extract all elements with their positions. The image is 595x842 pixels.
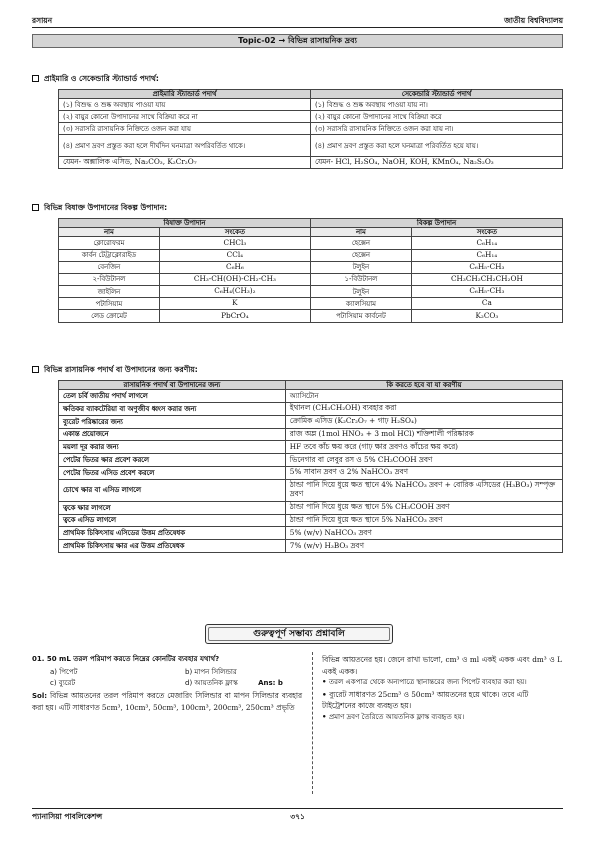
table-header-row <box>59 90 563 99</box>
question-number: 01. <box>32 655 45 663</box>
note-bullet: • ব্যুরেট সাধারণত 25cm³ ও 50cm³ আয়তনের হয়ে থাকে। তবে এটি টাইট্রেশনের কাজে ব্যবহৃত হয়। <box>322 689 562 712</box>
table-row <box>59 514 563 527</box>
table-cell: টলুইন <box>310 286 411 298</box>
table-row <box>59 466 563 479</box>
table-cell: C₆H₁₄ <box>411 237 562 249</box>
table-cell: প্রাথমিক চিকিৎসায় ক্ষার এর উত্তম প্রতিষেধক <box>59 540 286 553</box>
option-d-text: d) আয়তনিক ফ্লাস্ক <box>185 679 238 688</box>
column-header: নাম <box>59 228 160 237</box>
banner-title: গুরুত্বপূর্ণ সম্ভাব্য প্রশ্নাবলি <box>253 629 345 639</box>
table-cell: C₆H₅-CH₃ <box>411 261 562 273</box>
table-row <box>59 415 563 428</box>
option-d <box>167 678 302 689</box>
question-stem <box>32 654 302 665</box>
table-row <box>59 479 563 501</box>
option-b: b) মাপন সিলিন্ডার <box>185 668 237 677</box>
table-cell: C₆H₁₄ <box>411 249 562 261</box>
table-cell: পটাসিয়াম কার্বনেট <box>310 310 411 322</box>
table-cell: CH₃CH₂CH₂CH₂OH <box>411 273 562 285</box>
table-cell: (২) বায়ুর কোনো উপাদানের সাথে বিক্রিয়া করে না <box>59 111 311 123</box>
section-heading-standards <box>32 74 159 83</box>
table-row <box>59 428 563 441</box>
table-row <box>59 157 563 169</box>
column-header: সেকেন্ডারি স্ট্যান্ডার্ড পদার্থ <box>311 90 563 99</box>
table-cell: ২-বিউটানল <box>59 273 160 285</box>
table-cell: (৩) সরাসরি রাসায়নিক নিক্তিতে ওজন করা যায় না। <box>311 123 563 135</box>
note-bullet: • প্রমাণ দ্রবণ তৈরিতে আয়তনিক ফ্লাস্ক ব্যবহৃত হয়। <box>322 712 562 723</box>
answer-key: Ans: b <box>258 679 283 688</box>
table-cell: ইথানল (CH₃CH₂OH) ব্যবহার করা <box>285 402 562 415</box>
checkbox-icon <box>32 75 39 82</box>
table-row <box>59 540 563 553</box>
option-a: a) পিপেট <box>50 668 78 677</box>
table-cell: পেটের ভিতর ক্ষার প্রবেশ করলে <box>59 454 286 467</box>
option-c: c) ব্যুরেট <box>50 679 76 688</box>
table-cell: K₂CO₃ <box>411 310 562 322</box>
subject-name: রসায়ন <box>32 16 53 25</box>
table-cell: কার্বন টেট্রাক্লোরাইড <box>59 249 160 261</box>
table-cell: 5% (w/v) NaHCO₃ দ্রবণ <box>285 527 562 540</box>
table-cell: CCl₄ <box>159 249 310 261</box>
options-grid <box>32 667 302 689</box>
column-divider <box>312 652 313 794</box>
table-row <box>59 390 563 403</box>
toxic-substitutes-table <box>58 218 563 323</box>
table-header-row <box>59 381 563 390</box>
table-row <box>59 99 563 111</box>
section-heading-remedies <box>32 365 198 374</box>
column-header: প্রাইমারি স্ট্যান্ডার্ড পদার্থ <box>59 90 311 99</box>
column-header: সংকেত <box>411 228 562 237</box>
table-row <box>59 261 563 273</box>
solution-cont-text: বিভিন্ন আয়তনের হয়। জেনে রাখা ভালো, cm³ ও ml একই একক এবং dm³ ও L একই একক। <box>322 655 562 676</box>
section-heading-toxic <box>32 203 167 212</box>
table-row <box>59 527 563 540</box>
table-cell: K <box>159 298 310 310</box>
checkbox-icon <box>32 366 39 373</box>
table-cell: ঠান্ডা পানি দিয়ে ধুয়ে ক্ষত স্থানে 5% CH₃COOH দ্রবণ <box>285 501 562 514</box>
table-cell: (৩) সরাসরি রাসায়নিক নিক্তিতে ওজন করা যায় <box>59 123 311 135</box>
table-cell: HF তবে কাঁচ ক্ষয় করে (গাঢ় ক্ষার দ্রবণও কাঁচের ক্ষয় করে) <box>285 441 562 454</box>
table-cell: PbCrO₄ <box>159 310 310 322</box>
table-cell: জাইলিন <box>59 286 160 298</box>
table-cell: 5% সাবান দ্রবণ ও 2% NaHCO₃ দ্রবণ <box>285 466 562 479</box>
table-row <box>59 310 563 322</box>
table-cell: যেমন- HCl, H₂SO₄, NaOH, KOH, KMnO₄, Na₂S₂O₃ <box>311 157 563 169</box>
table-cell: রাজ অম্ল (1mol HNO₃ + 3 mol HCl) শক্তিশালী পরিষ্কারক <box>285 428 562 441</box>
table-cell: পেটের ভিতর এসিড প্রবেশ করলে <box>59 466 286 479</box>
topic-bar <box>32 34 563 48</box>
publisher-name: প্যানাসিয়া পাবলিকেশন্স <box>32 812 103 821</box>
table-row <box>59 249 563 261</box>
solution-paragraph <box>32 690 302 714</box>
table-cell: CH₃-CH(OH)-CH₂-CH₃ <box>159 273 310 285</box>
table-row <box>59 402 563 415</box>
column-header: সংকেত <box>159 228 310 237</box>
solution-continuation <box>322 654 562 723</box>
topic-label: Topic-02 <box>238 36 276 45</box>
group-header: বিকল্প উপাদান <box>310 219 562 228</box>
table-cell: অ্যাসিটোন <box>285 390 562 403</box>
table-cell: (১) বিশুদ্ধ ও শুষ্ক অবস্থায় পাওয়া যায় না। <box>311 99 563 111</box>
table-row <box>59 501 563 514</box>
solution-label: Sol: <box>32 691 48 700</box>
table-row <box>59 123 563 135</box>
column-header: নাম <box>310 228 411 237</box>
topic-title: বিভিন্ন রাসায়নিক দ্রব্য <box>287 36 357 45</box>
table-row <box>59 273 563 285</box>
table-row <box>59 111 563 123</box>
table-cell: তেল চর্বি জাতীয় পদার্থ লাগলে <box>59 390 286 403</box>
checkbox-icon <box>32 204 39 211</box>
table-cell: বেনজিন <box>59 261 160 273</box>
table-cell: (৪) প্রমাণ দ্রবণ প্রস্তুত করা হলে ঘনমাত্রা পরিবর্তিত হয়ে যায়। <box>311 135 563 157</box>
table-cell: C₆H₅-CH₃ <box>411 286 562 298</box>
table-row <box>59 298 563 310</box>
table-row <box>59 454 563 467</box>
table-row <box>59 237 563 249</box>
table-cell: হেক্সেন <box>310 237 411 249</box>
table-cell: C₆H₆ <box>159 261 310 273</box>
table-cell: টলুইন <box>310 261 411 273</box>
page-number: ৩৭১ <box>290 812 305 821</box>
note-bullet: • তরল একপাত্র থেকে অন্যপাত্রে স্থানান্তরের জন্য পিপেট ব্যবহার করা হয়। <box>322 677 562 688</box>
section-title: বিভিন্ন রাসায়নিক পদার্থ বা উপাদানের জন্য করণীয়: <box>44 365 198 374</box>
question-text: 50 mL তরল পরিমাপ করতে নিম্নের কোনটির ব্যবহার যথার্থ? <box>46 655 220 663</box>
section-title: বিভিন্ন বিষাক্ত উপাদানের বিকল্প উপাদান: <box>44 203 168 212</box>
table-cell: ঠান্ডা পানি দিয়ে ধুয়ে ক্ষত স্থানে 4% NaHCO₃ দ্রবণ + বোরিক এসিডের (H₃BO₃) সম্পৃক্ত দ্রবণ <box>285 479 562 501</box>
university-name: জাতীয় বিশ্ববিদ্যালয় <box>504 16 563 25</box>
table-cell: ক্লোরোফরম <box>59 237 160 249</box>
table-cell: ত্বকে ক্ষার লাগলে <box>59 501 286 514</box>
column-header: কি করতে হবে বা যা করণীয় <box>285 381 562 390</box>
table-cell: (২) বায়ুর কোনো উপাদানের সাথে বিক্রিয়া করে <box>311 111 563 123</box>
solution-text: বিভিন্ন আয়তনের তরল পরিমাপ করতে মেজারিং সিলিন্ডার বা মাপন সিলিন্ডার ব্যবহার করা হয়। এটি সাধারণত 5cm³, 10cm³, 50cm³, 100cm³, 200cm³, 250cm³ প্রভৃতি <box>32 690 302 712</box>
section-title: প্রাইমারি ও সেকেন্ডারি স্ট্যান্ডার্ড পদার্থ: <box>44 74 159 83</box>
group-header: বিষাক্ত উপাদান <box>59 219 311 228</box>
table-cell: পটাসিয়াম <box>59 298 160 310</box>
column-header: রাসায়নিক পদার্থ বা উপাদানের জন্য <box>59 381 286 390</box>
table-cell: ঠান্ডা পানি দিয়ে ধুয়ে ক্ষত স্থানে 5% NaHCO₃ দ্রবণ <box>285 514 562 527</box>
table-cell: একান্ত প্রয়োজনে <box>59 428 286 441</box>
standards-table <box>58 89 563 169</box>
table-cell: ভিনেগার বা লেবুর রস ও 5% CH₃COOH দ্রবণ <box>285 454 562 467</box>
table-cell: লেড ক্রোমেট <box>59 310 160 322</box>
table-subheader-row <box>59 228 563 237</box>
table-cell: ১-বিউটানল <box>310 273 411 285</box>
table-cell: প্রাথমিক চিকিৎসায় এসিডের উত্তম প্রতিষেধক <box>59 527 286 540</box>
table-cell: 7% (w/v) H₃BO₃ দ্রবণ <box>285 540 562 553</box>
table-row <box>59 286 563 298</box>
table-cell: চোখে ক্ষার বা এসিড লাগলে <box>59 479 286 501</box>
table-cell: C₆H₄(CH₃)₂ <box>159 286 310 298</box>
banner-frame <box>208 627 390 641</box>
running-header <box>32 14 563 28</box>
table-row <box>59 441 563 454</box>
table-group-header-row <box>59 219 563 228</box>
table-cell: Ca <box>411 298 562 310</box>
important-questions-banner <box>205 624 393 644</box>
remedies-table <box>58 380 563 553</box>
table-cell: যেমন- অক্সালিক এসিড, Na₂CO₃, K₂Cr₂O₇ <box>59 157 311 169</box>
table-cell: হেক্সেন <box>310 249 411 261</box>
table-cell: (৪) প্রমাণ দ্রবণ প্রস্তুত করা হলে দীর্ঘদিন ঘনমাত্রা অপরিবর্তিত থাকে। <box>59 135 311 157</box>
table-cell: CHCl₃ <box>159 237 310 249</box>
table-cell: ক্রোমিক এসিড (K₂Cr₂O₇ + গাঢ় H₂SO₄) <box>285 415 562 428</box>
table-cell: ব্যুরেট পরিষ্কারের জন্য <box>59 415 286 428</box>
table-cell: ত্বকে এসিড লাগলে <box>59 514 286 527</box>
arrow-icon: → <box>278 36 286 45</box>
table-cell: (১) বিশুদ্ধ ও শুষ্ক অবস্থায় পাওয়া যায় <box>59 99 311 111</box>
page-footer <box>32 808 563 820</box>
question-block <box>32 654 302 714</box>
table-cell: ক্ষতিকর ব্যাকটেরিয়া বা অণুজীব ধ্বংস করার জন্য <box>59 402 286 415</box>
table-row <box>59 135 563 157</box>
table-cell: ক্যালসিয়াম <box>310 298 411 310</box>
table-cell: ময়লা দূর করার জন্য <box>59 441 286 454</box>
